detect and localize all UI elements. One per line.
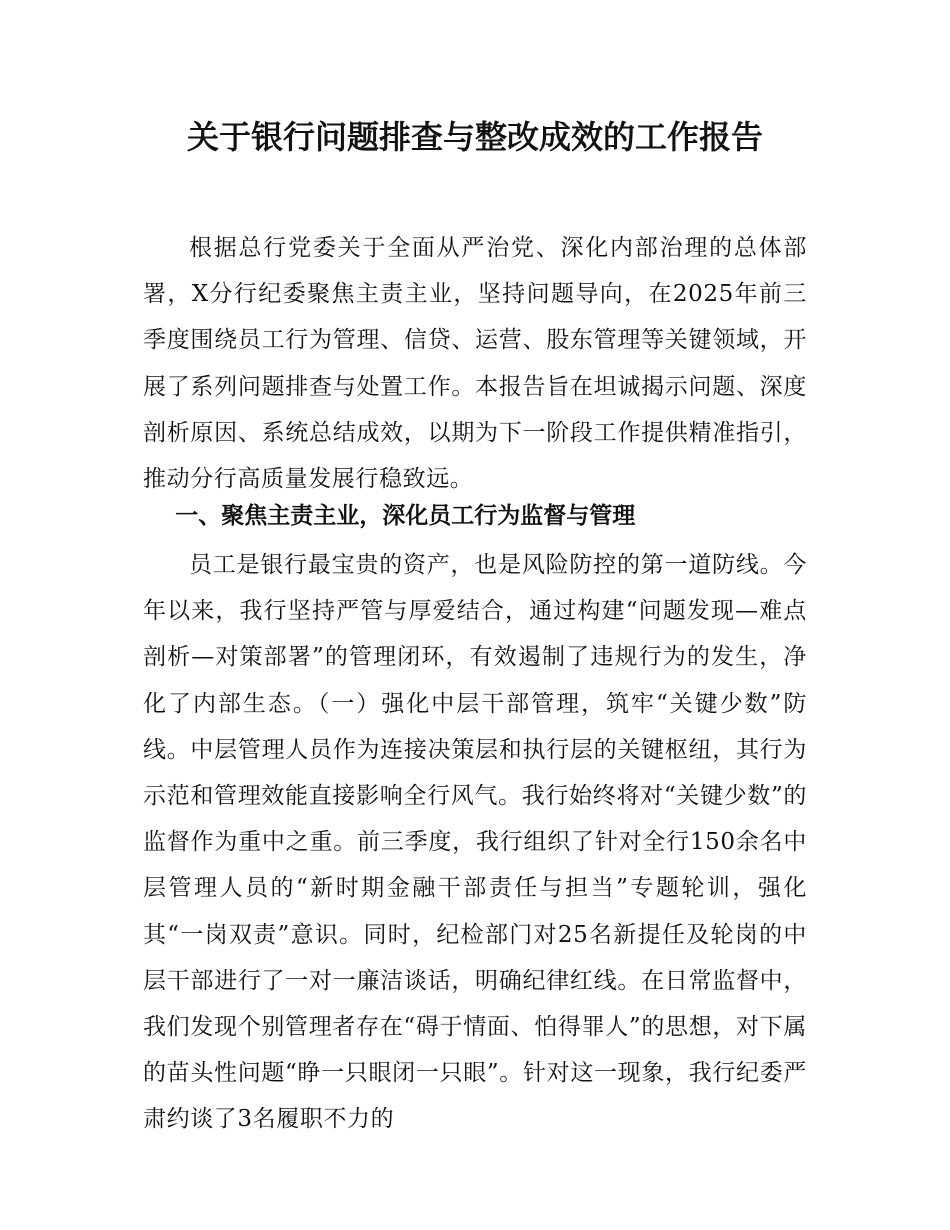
intro-paragraph: 根据总行党委关于全面从严治党、深化内部治理的总体部署，X分行纪委聚焦主责主业，坚持问题导向，在2025年前三季度围绕员工行为管理、信贷、运营、股东管理等关键领域，开展了系列问题排查与处置工作。本报告旨在坦诚揭示问题、深度剖析原因、系统总结成效，以期为下一阶段工作提供精准指引，推动分行高质量发展行稳致远。 bbox=[143, 235, 807, 493]
document-title: 关于银行问题排查与整改成效的工作报告 bbox=[186, 118, 763, 156]
section-1-paragraph: 员工是银行最宝贵的资产，也是风险防控的第一道防线。今年以来，我行坚持严管与厚爱结合，通过构建“问题发现—难点剖析—对策部署”的管理闭环，有效遏制了违规行为的发生，净化了内部生态。（一）强化中层干部管理，筑牢“关键少数”防线。中层管理人员作为连接决策层和执行层的关键枢纽，其行为示范和管理效能直接影响全行风气。我行始终将对“关键少数”的监督作为重中之重。前三季度，我行组织了针对全行150余名中层管理人员的“新时期金融干部责任与担当”专题轮训，强化其“一岗双责”意识。同时，纪检部门对25名新提任及轮岗的中层干部进行了一对一廉洁谈话，明确纪律红线。在日常监督中，我们发现个别管理者存在“碍于情面、怕得罪人”的思想，对下属的苗头性问题“睁一只眼闭一只眼”。针对这一现象，我行纪委严肃约谈了3名履职不力的 bbox=[143, 552, 807, 1133]
section-heading: 一、聚焦主责主业，深化员工行为监督与管理 bbox=[175, 503, 636, 529]
